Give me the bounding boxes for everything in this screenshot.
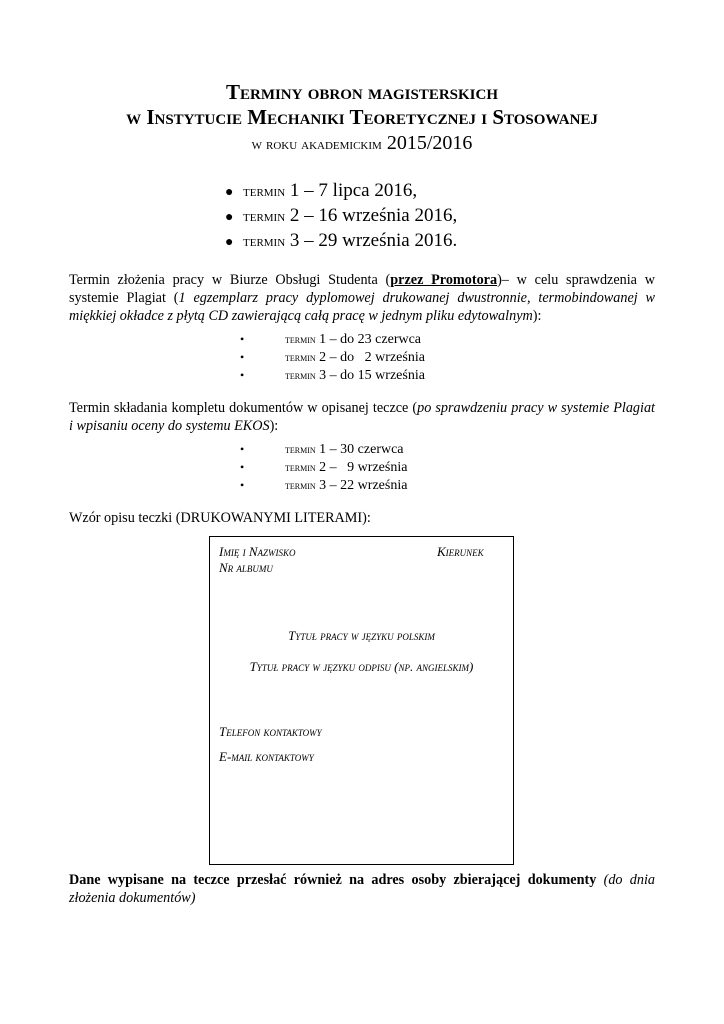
submission-text-3: w systemie Plagiat ( — [69, 272, 655, 306]
documents-italic: po sprawdzeniu pracy w systemie Plagiat i wpisaniu oceny do systemu EKOS — [69, 400, 655, 434]
bullet-icon: • — [240, 368, 245, 382]
academic-year-line — [0, 131, 724, 157]
list-item — [240, 458, 407, 476]
bullet-icon: ● — [225, 210, 234, 225]
field-of-study-label: Kierunek — [437, 544, 484, 559]
submission-text-4: ): — [532, 308, 542, 324]
list-item — [225, 228, 457, 253]
academic-year-label: w roku akademickim — [251, 136, 382, 153]
bullet-icon: • — [240, 332, 245, 346]
term-date: 3 – do 15 września — [319, 368, 425, 383]
term-date: 1 – do 23 czerwca — [319, 332, 422, 347]
term-date: 1 – 7 lipca 2016, — [289, 180, 418, 201]
term-date: 2 – 16 września 2016, — [289, 205, 458, 226]
list-item — [225, 203, 457, 228]
list-item — [240, 330, 425, 348]
album-number-label: Nr albumu — [219, 560, 273, 575]
term-word: termin — [243, 234, 286, 250]
documents-paragraph — [69, 399, 655, 435]
folder-template-box — [209, 536, 514, 865]
bullet-icon: • — [240, 442, 245, 456]
bullet-icon: ● — [225, 185, 234, 200]
list-item — [240, 348, 425, 366]
submission-terms-list — [240, 330, 425, 384]
bullet-icon: • — [240, 478, 245, 492]
term-word: termin — [285, 352, 316, 364]
list-item — [240, 440, 407, 458]
title-other-language-label: Tytuł pracy w języku odpisu (np. angielskim) — [249, 659, 474, 674]
name-field-label: Imię i Nazwisko — [219, 544, 296, 559]
closing-bold: Dane wypisane na teczce przesłać również na adres osoby zbierającej dokumenty — [69, 872, 597, 888]
list-item — [240, 476, 407, 494]
list-item — [240, 366, 425, 384]
term-word: termin — [243, 184, 286, 200]
submission-italic: 1 egzemplarz pracy dyplomowej drukowanej dwustronnie, termobindowanej w miękkiej okładce z płytą CD zawierającą całą pracę w jednym pliku edytowalnym — [69, 290, 655, 324]
closing-italic: (do dnia złożenia dokumentów) — [69, 872, 656, 906]
defense-terms-list — [225, 178, 457, 253]
documents-text-1: Termin składania kompletu dokumentów w opisanej teczce ( — [69, 400, 418, 416]
closing-note — [69, 871, 655, 907]
submission-text-2: )– w celu sprawdzenia — [497, 272, 637, 288]
documents-terms-list — [240, 440, 407, 494]
term-date: 2 – 9 września — [319, 460, 408, 475]
folder-intro: Wzór opisu teczki (DRUKOWANYMI LITERAMI): — [69, 510, 371, 526]
title-polish-label: Tytuł pracy w języku polskim — [288, 628, 435, 643]
bullet-icon: • — [240, 460, 245, 474]
submission-paragraph — [69, 271, 655, 325]
term-word: termin — [285, 334, 316, 346]
list-item — [225, 178, 457, 203]
documents-text-2: ): — [269, 418, 279, 434]
submission-emphasis: przez Promotora — [390, 272, 498, 288]
term-word: termin — [285, 370, 316, 382]
term-date: 3 – 29 września 2016. — [289, 230, 458, 251]
term-date: 1 – 30 czerwca — [319, 442, 404, 457]
term-date: 3 – 22 września — [319, 478, 408, 493]
email-label: E-mail kontaktowy — [219, 749, 314, 764]
term-word: termin — [243, 209, 286, 225]
academic-year-value: 2015/2016 — [386, 132, 473, 154]
bullet-icon: • — [240, 350, 245, 364]
term-word: termin — [285, 444, 316, 456]
term-date: 2 – do 2 września — [319, 350, 425, 365]
term-word: termin — [285, 462, 316, 474]
phone-label: Telefon kontaktowy — [219, 724, 322, 739]
bullet-icon: ● — [225, 235, 234, 250]
page-title: Terminy obron magisterskich — [225, 80, 499, 104]
submission-text-1: Termin złożenia pracy w Biurze Obsługi Studenta ( — [69, 272, 391, 288]
page-subtitle-institute: w Instytucie Mechaniki Teoretycznej i Stosowanej — [126, 105, 598, 129]
term-word: termin — [285, 480, 316, 492]
